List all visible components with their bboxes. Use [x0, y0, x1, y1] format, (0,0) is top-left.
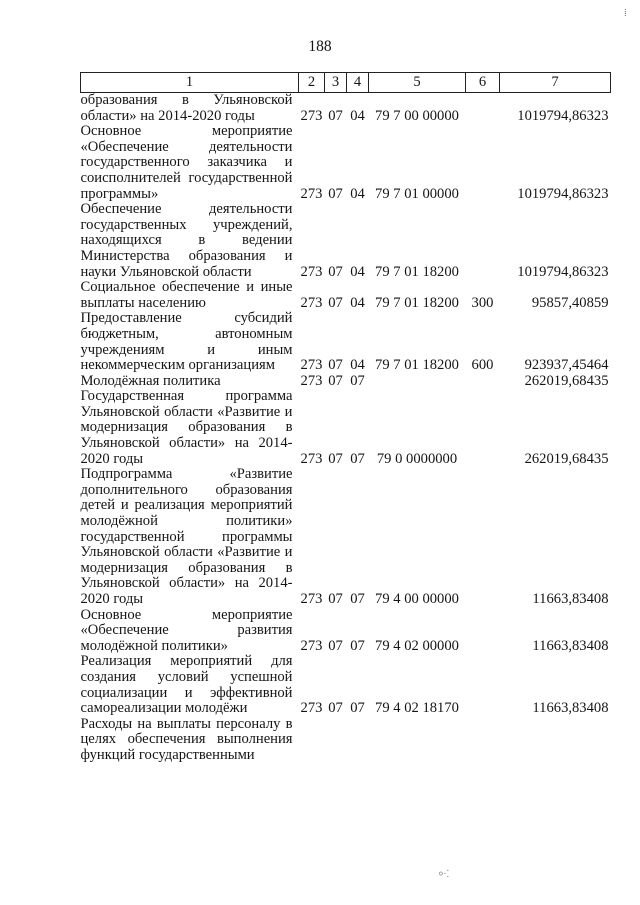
table-row — [81, 389, 611, 467]
expense-type-code — [466, 717, 500, 764]
chapter-code: 273 — [300, 357, 323, 374]
expense-type-code — [466, 467, 500, 607]
target-article-code: 79 7 01 18200 — [375, 263, 459, 280]
target-article-code — [369, 374, 466, 390]
section-code: 07 — [328, 450, 343, 467]
amount: 262019,68435 — [524, 372, 609, 389]
subsection-code — [347, 717, 369, 764]
target-article-code: 79 4 02 00000 — [375, 637, 459, 654]
row-description: Социальное обеспечение и иные выплаты населению — [80, 279, 293, 311]
row-description: Молодёжная политика — [80, 372, 221, 389]
expense-type-code — [466, 608, 500, 655]
expense-type-code — [466, 654, 500, 716]
subsection-code: 04 — [350, 263, 365, 280]
expense-type-code — [466, 124, 500, 202]
chapter-code: 273 — [300, 637, 323, 654]
chapter-code: 273 — [300, 700, 323, 717]
row-description: Подпрограмма «Развитие дополнительного образования детей и реализация мероприятий молодёжной политики» государственной программы Ульяновской области «Развитие и модернизация образования в Ульяновской области» на 2014-2020 годы — [80, 466, 293, 607]
expense-type-code: 300 — [471, 294, 494, 311]
row-description: Реализация мероприятий для создания условий успешной социализации и эффективной самореализации молодёжи — [80, 653, 293, 717]
table-row — [81, 124, 611, 202]
target-article-code: 79 7 01 18200 — [375, 294, 459, 311]
table-row — [81, 311, 611, 373]
expense-type-code — [466, 374, 500, 390]
section-code: 07 — [328, 107, 343, 124]
section-code: 07 — [328, 700, 343, 717]
table-row — [81, 93, 611, 125]
chapter-code: 273 — [300, 450, 323, 467]
section-code: 07 — [328, 185, 343, 202]
expense-type-code — [466, 202, 500, 280]
table-row — [81, 280, 611, 311]
table-row — [81, 608, 611, 655]
amount — [500, 717, 611, 764]
row-description: Расходы на выплаты персоналу в целях обеспечения выполнения функций государственными — [80, 715, 293, 763]
amount: 1019794,86323 — [517, 185, 609, 202]
section-code: 07 — [328, 591, 343, 607]
expense-type-code: 600 — [471, 357, 494, 374]
amount: 95857,40859 — [531, 294, 609, 311]
row-description: Основное мероприятие «Обеспечение деятельности государственного заказчика и соисполнителей государственной программы» — [80, 123, 293, 202]
subsection-code: 07 — [350, 637, 365, 654]
amount: 11663,83408 — [532, 637, 609, 654]
subsection-code: 04 — [350, 185, 365, 202]
amount: 1019794,86323 — [517, 263, 609, 280]
amount: 923937,45464 — [524, 357, 609, 374]
table-row — [81, 374, 611, 390]
budget-table — [80, 72, 611, 764]
subsection-code: 04 — [350, 294, 365, 311]
chapter-code — [299, 717, 325, 764]
page-number: 188 — [308, 38, 332, 55]
target-article-code: 79 7 00 00000 — [375, 107, 459, 124]
expense-type-code — [466, 93, 500, 125]
table-row — [81, 654, 611, 716]
subsection-code: 04 — [350, 107, 365, 124]
table-row — [81, 717, 611, 764]
section-code: 07 — [328, 372, 343, 389]
target-article-code: 79 0 0000000 — [376, 450, 458, 467]
row-description: Обеспечение деятельности государственных учреждений, находящихся в ведении Министерства образования и науки Ульяновской области — [80, 201, 293, 280]
row-description: Основное мероприятие «Обеспечение развития молодёжной политики» — [80, 606, 293, 654]
chapter-code: 273 — [300, 591, 323, 607]
section-code: 07 — [328, 294, 343, 311]
target-article-code: 79 7 01 00000 — [375, 185, 459, 202]
table-row — [81, 202, 611, 280]
chapter-code: 273 — [300, 107, 323, 124]
chapter-code: 273 — [300, 294, 323, 311]
chapter-code: 273 — [300, 185, 323, 202]
column-header: 1 — [81, 73, 299, 93]
chapter-code: 273 — [300, 372, 323, 389]
column-header: 7 — [500, 73, 611, 93]
target-article-code: 79 4 02 18170 — [375, 700, 459, 717]
expense-type-code — [466, 389, 500, 467]
scan-speck-mark: ⸰⁖ — [438, 869, 449, 880]
amount: 262019,68435 — [524, 450, 609, 467]
chapter-code: 273 — [300, 263, 323, 280]
subsection-code: 07 — [350, 591, 365, 607]
target-article-code — [369, 717, 466, 764]
target-article-code: 79 7 01 18200 — [375, 357, 459, 374]
row-description: Государственная программа Ульяновской области «Развитие и модернизация образования в Ульяновской области» на 2014-2020 годы — [80, 388, 293, 467]
table-row — [81, 467, 611, 607]
amount: 1019794,86323 — [517, 107, 609, 124]
subsection-code: 07 — [350, 450, 365, 467]
scan-speck-mark: ⁞ — [624, 8, 627, 19]
column-header: 3 — [325, 73, 347, 93]
target-article-code: 79 4 00 00000 — [375, 591, 459, 607]
section-code: 07 — [328, 263, 343, 280]
column-header: 2 — [299, 73, 325, 93]
section-code: 07 — [328, 357, 343, 374]
row-description: образования в Ульяновской области» на 2014-2020 годы — [80, 92, 293, 124]
subsection-code: 04 — [350, 357, 365, 374]
subsection-code: 07 — [350, 372, 365, 389]
section-code — [325, 717, 347, 764]
row-description: Предоставление субсидий бюджетным, автономным учреждениям и иным некоммерческим организациям — [80, 310, 293, 374]
amount: 11663,83408 — [532, 591, 609, 607]
subsection-code: 07 — [350, 700, 365, 717]
column-header: 6 — [466, 73, 500, 93]
column-header: 5 — [369, 73, 466, 93]
column-header: 4 — [347, 73, 369, 93]
amount: 11663,83408 — [532, 700, 609, 717]
section-code: 07 — [328, 637, 343, 654]
table-header-row — [81, 73, 611, 93]
